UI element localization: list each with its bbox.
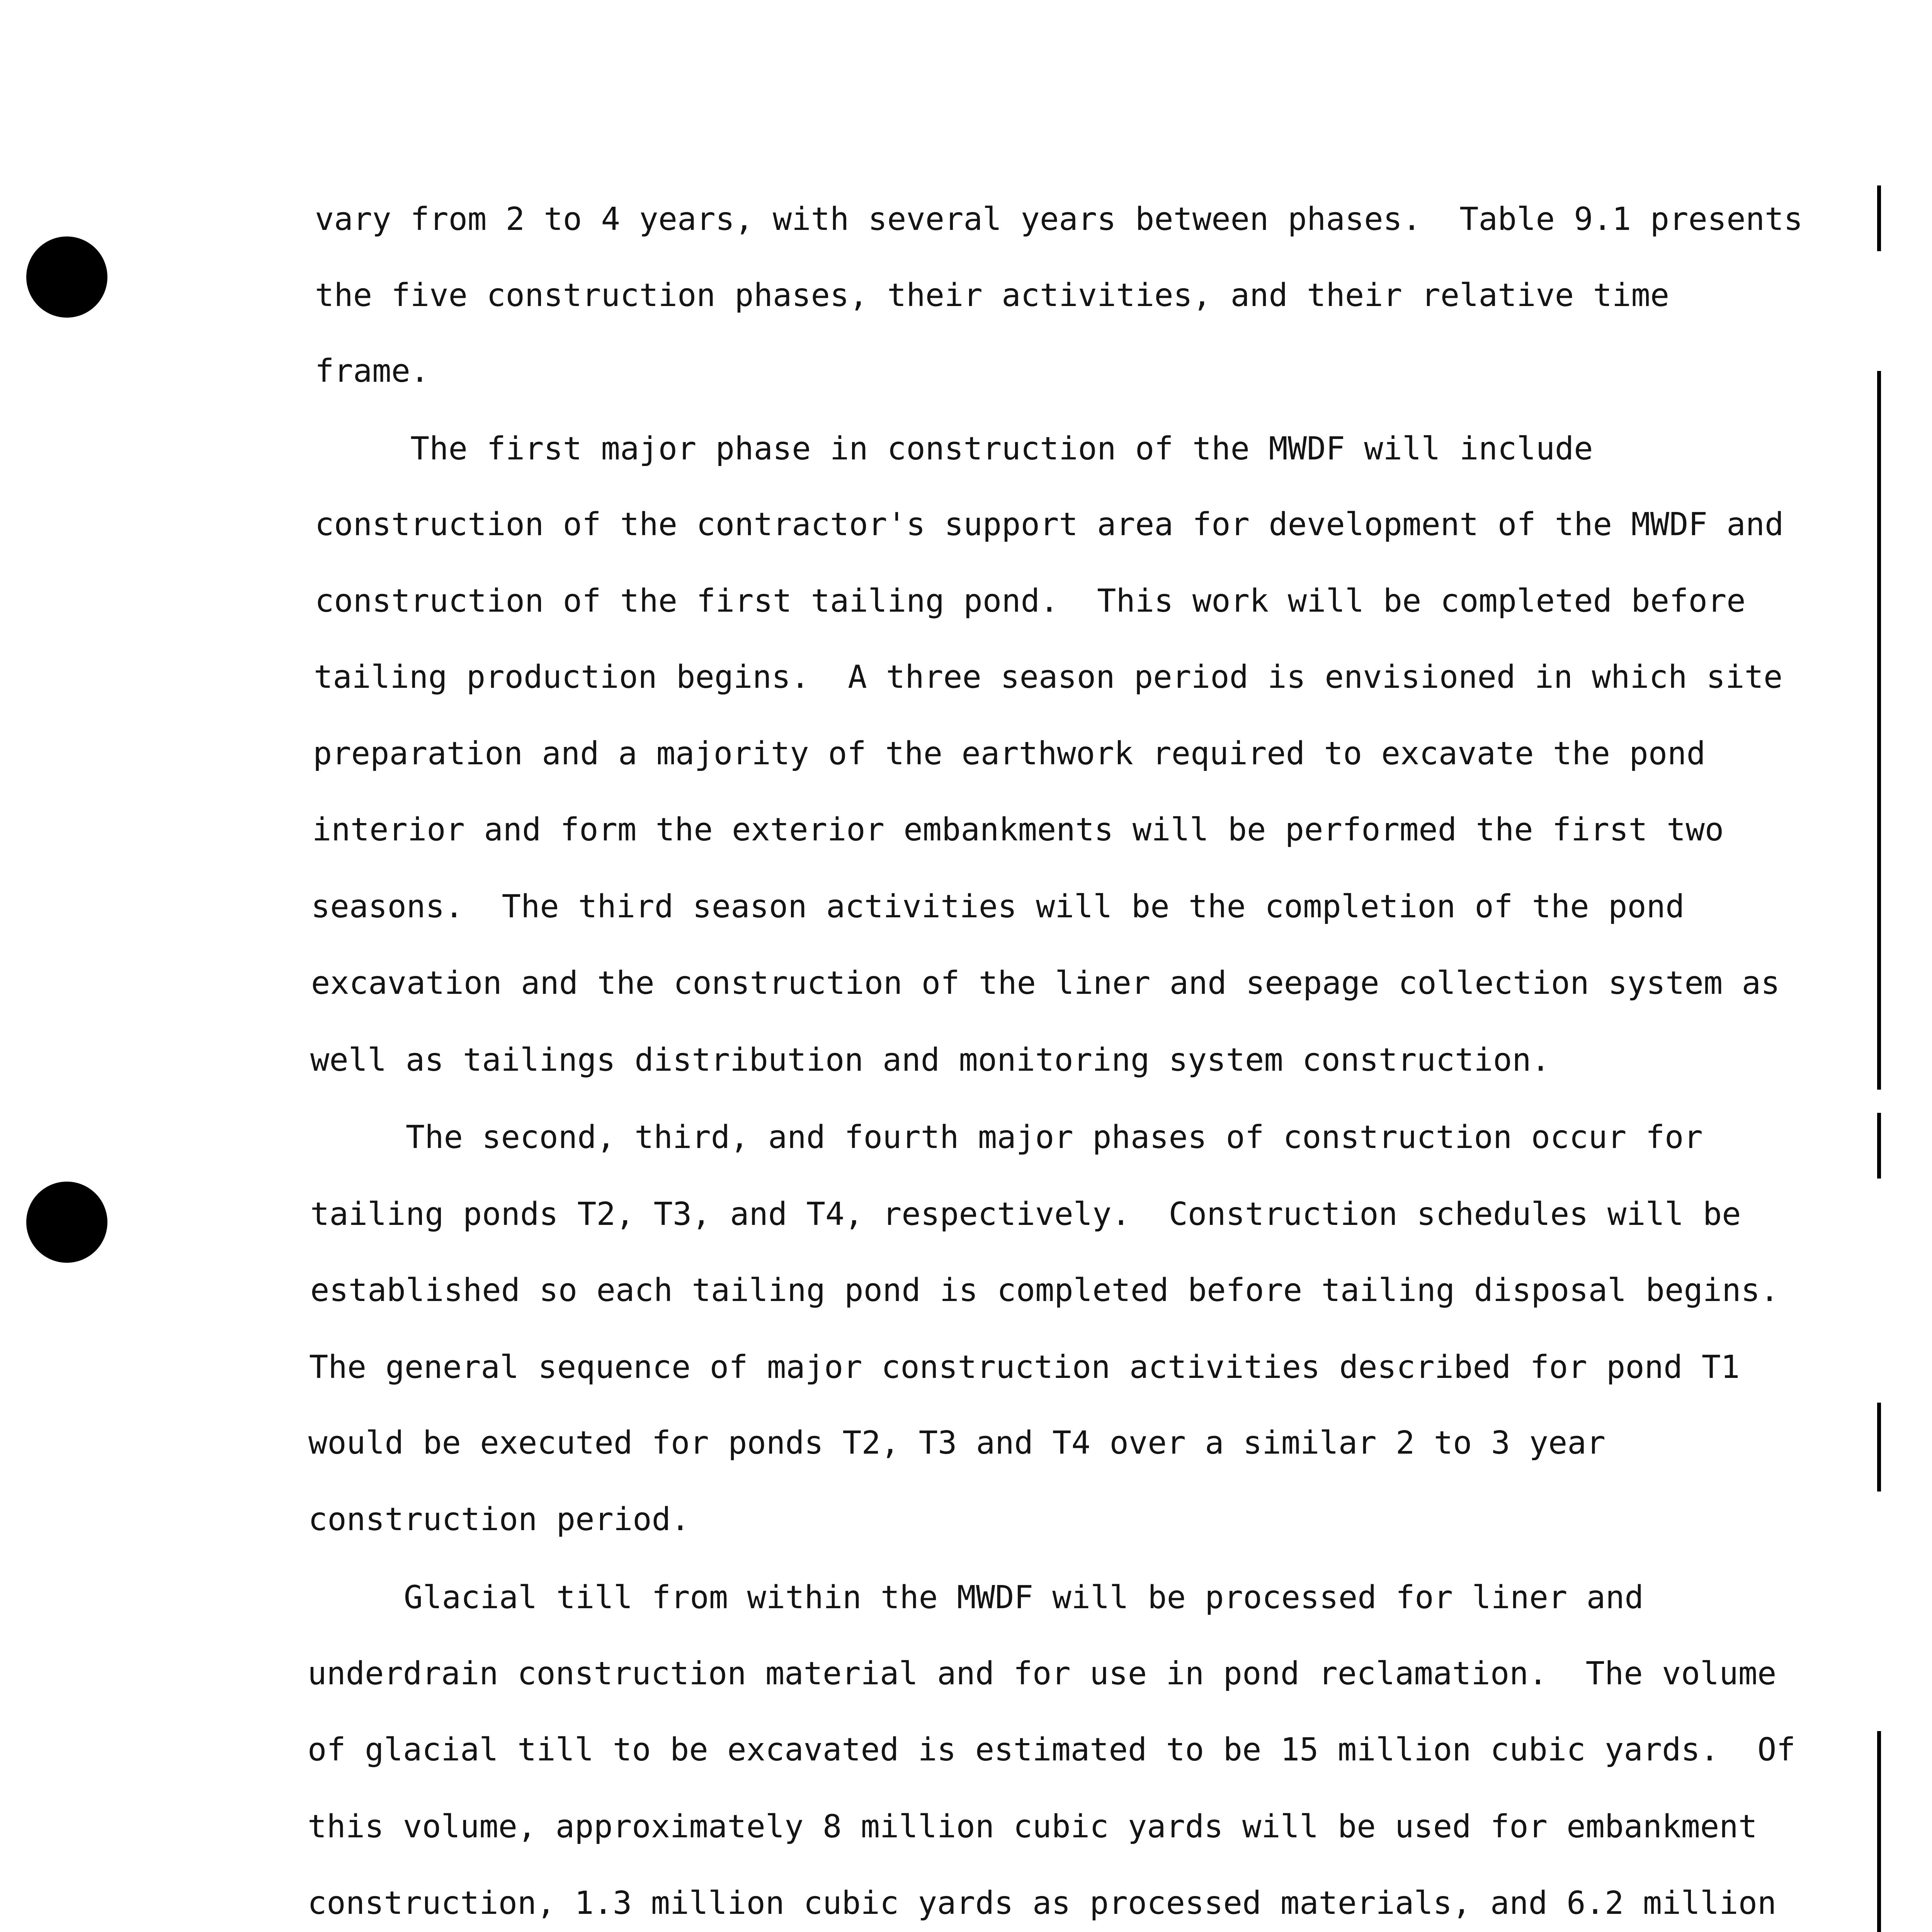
- text-line: construction, 1.3 million cubic yards as processed materials, and 6.2 million: [308, 1885, 1777, 1922]
- change-bar: [1877, 371, 1881, 1090]
- change-bar: [1877, 1113, 1881, 1179]
- text-line: The second, third, and fourth major phases of construction occur for: [310, 1119, 1703, 1156]
- text-line: The first major phase in construction of the MWDF will include: [315, 430, 1593, 467]
- text-line: this volume, approximately 8 million cubic yards will be used for embankment: [308, 1808, 1757, 1845]
- text-line: The general sequence of major construction activities described for pond T1: [309, 1349, 1740, 1386]
- text-line: underdrain construction material and for use in pond reclamation. The volume: [308, 1655, 1777, 1692]
- text-line: established so each tailing pond is completed before tailing disposal begins.: [310, 1272, 1779, 1309]
- text-line: frame.: [315, 353, 430, 389]
- text-line: interior and form the exterior embankments will be performed the first two: [312, 811, 1724, 848]
- text-line: would be executed for ponds T2, T3 and T4 over a similar 2 to 3 year: [308, 1425, 1606, 1461]
- change-bar: [1877, 1403, 1881, 1492]
- text-line: seasons. The third season activities will be the completion of the pond: [311, 888, 1685, 925]
- change-bar: [1877, 185, 1881, 251]
- text-line: vary from 2 to 4 years, with several years between phases. Table 9.1 presents: [315, 201, 1803, 238]
- text-line: tailing production begins. A three season period is envisioned in which site: [314, 659, 1783, 696]
- change-bar: [1877, 1731, 1881, 1932]
- text-line: well as tailings distribution and monitoring system construction.: [310, 1042, 1550, 1078]
- text-line: preparation and a majority of the earthwork required to excavate the pond: [313, 735, 1706, 772]
- text-line: construction of the contractor's support area for development of the MWDF and: [315, 506, 1784, 543]
- text-line: excavation and the construction of the liner and seepage collection system as: [311, 965, 1780, 1002]
- text-line: construction period.: [308, 1501, 690, 1538]
- punch-hole-middle: [26, 1182, 107, 1263]
- text-line: the five construction phases, their activities, and their relative time: [315, 277, 1670, 314]
- text-line: tailing ponds T2, T3, and T4, respectively. Construction schedules will be: [310, 1196, 1741, 1233]
- punch-hole-top: [26, 236, 107, 318]
- text-line: of glacial till to be excavated is estimated to be 15 million cubic yards. Of: [308, 1731, 1796, 1768]
- text-line: construction of the first tailing pond. This work will be completed before: [315, 583, 1746, 619]
- text-line: Glacial till from within the MWDF will be processed for liner and: [308, 1579, 1644, 1616]
